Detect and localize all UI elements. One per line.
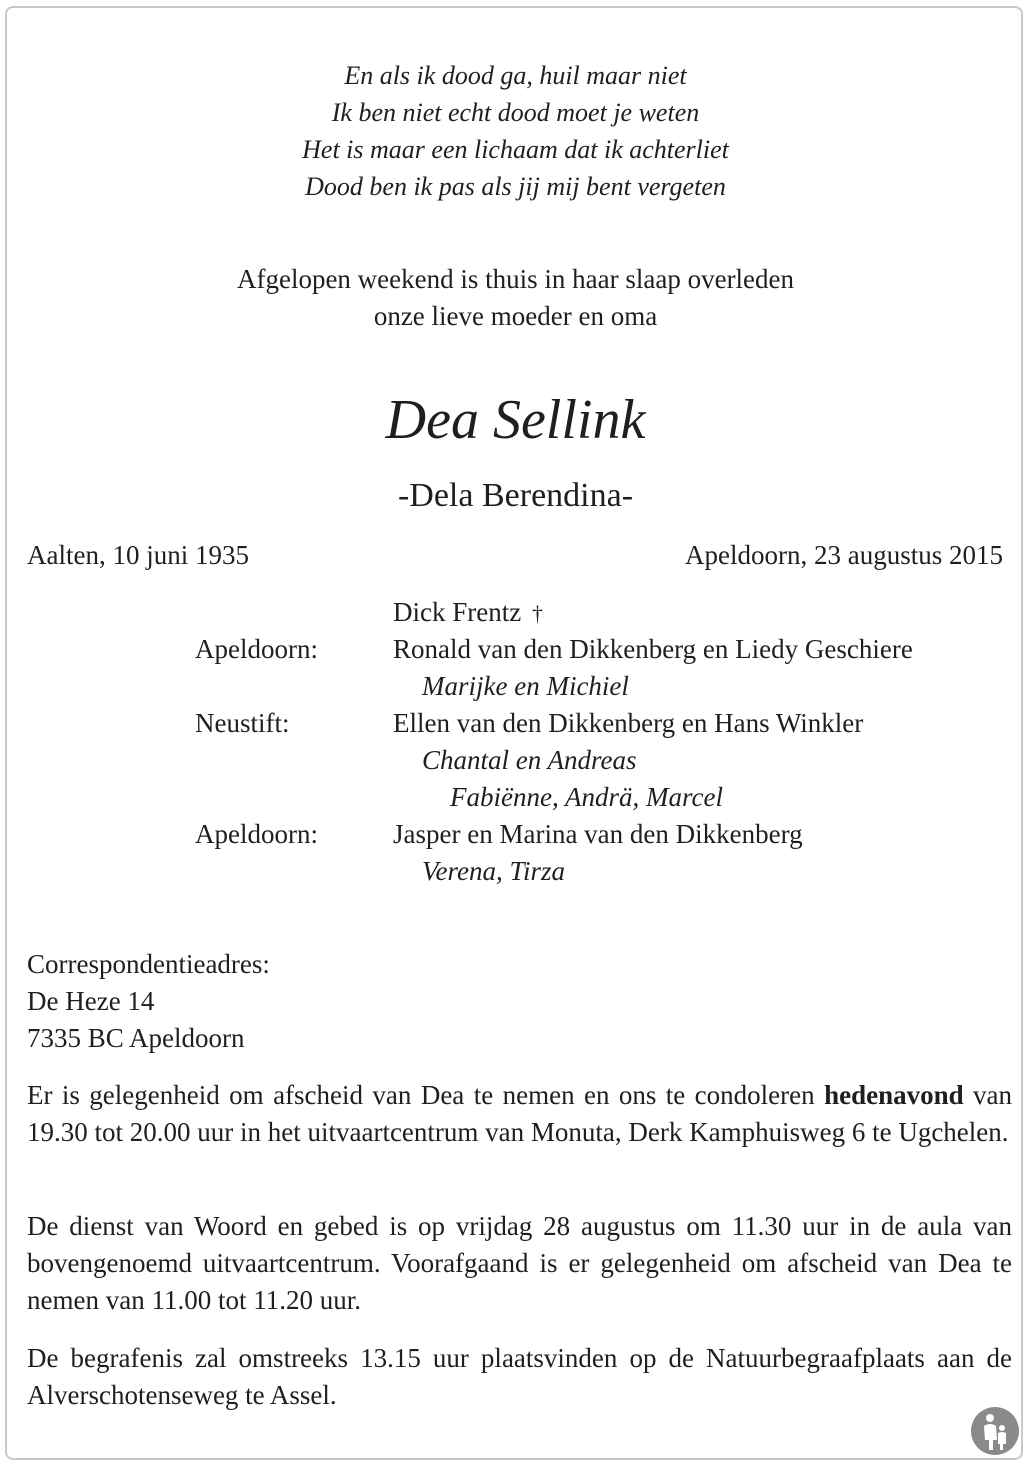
memorial-logo-icon (970, 1406, 1020, 1456)
poem-line: Het is maar een lichaam dat ik achterliet (302, 135, 729, 164)
grandchildren-names: Verena, Tirza (422, 856, 566, 886)
deceased-full-name: -Dela Berendina- (397, 477, 634, 514)
death-place-date: Apeldoorn, 23 augustus 2015 (685, 540, 1003, 570)
address-label: Correspondentieadres: (27, 949, 270, 979)
family-place: Apeldoorn: (195, 634, 318, 664)
grandchildren-names: Marijke en Michiel (422, 671, 629, 701)
condolence-text-bold: hedenavond (824, 1080, 964, 1110)
poem-line: En als ik dood ga, huil maar niet (344, 61, 687, 90)
intro-line: onze lieve moeder en oma (373, 301, 658, 331)
family-partner (393, 595, 543, 631)
family-place: Apeldoorn: (195, 819, 318, 849)
cross-icon: † (531, 601, 543, 626)
condolence-text-start: Er is gelegenheid om afscheid van Dea te nemen en ons te condoleren (27, 1080, 815, 1110)
poem (0, 57, 1031, 205)
poem-line: Ik ben niet echt dood moet je weten (331, 98, 700, 127)
partner-name: Dick Frentz (393, 597, 522, 627)
burial-paragraph: De begrafenis zal omstreeks 13.15 uur plaatsvinden op de Natuurbegraafplaats aan de Alverschotenseweg te Assel. (27, 1343, 1012, 1410)
correspondence-address (27, 946, 270, 1057)
family-names: Jasper en Marina van den Dikkenberg (393, 819, 803, 849)
family-place: Neustift: (195, 708, 290, 738)
intro-line: Afgelopen weekend is thuis in haar slaap overleden (236, 264, 795, 294)
great-grandchildren-names: Fabiënne, Andrä, Marcel (450, 782, 723, 812)
service-paragraph: De dienst van Woord en gebed is op vrijdag 28 augustus om 11.30 uur in de aula van bovengenoemd uitvaartcentrum. Voorafgaand is er gelegenheid om afscheid van Dea te nemen van 11.00 tot 11.20 uur. (27, 1211, 1012, 1315)
family-names: Ellen van den Dikkenberg en Hans Winkler (393, 708, 864, 738)
family-names: Ronald van den Dikkenberg en Liedy Geschiere (393, 634, 913, 664)
birth-place-date: Aalten, 10 juni 1935 (27, 540, 249, 570)
address-city: 7335 BC Apeldoorn (27, 1023, 245, 1053)
grandchildren-names: Chantal en Andreas (422, 745, 637, 775)
condolence-paragraph (27, 1077, 1012, 1151)
condolence-text-end: van 19.30 tot 20.00 uur in het uitvaartcentrum van Monuta, Derk Kamphuisweg 6 te Ugchelen. (27, 1080, 1013, 1147)
poem-line: Dood ben ik pas als jij mij bent vergeten (305, 172, 726, 201)
deceased-name: Dea Sellink (385, 389, 646, 451)
intro-text (0, 261, 1031, 335)
address-street: De Heze 14 (27, 986, 155, 1016)
